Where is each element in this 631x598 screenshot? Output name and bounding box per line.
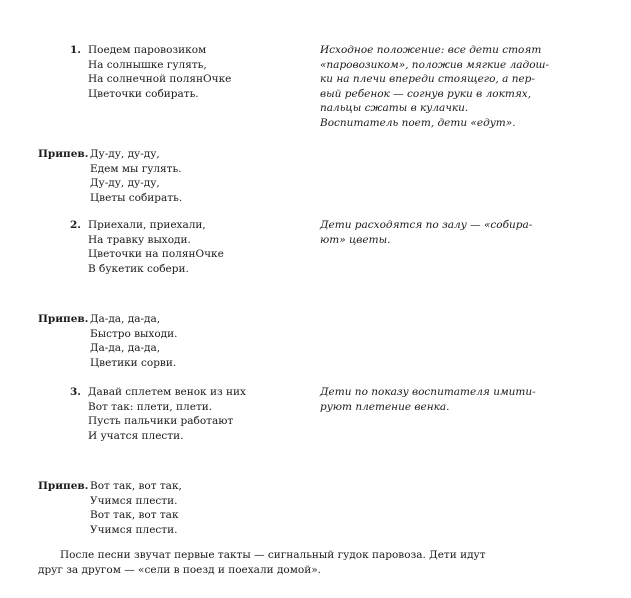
verse-1 (70, 43, 231, 101)
verse-number: 1. (70, 44, 81, 56)
verse-lines (88, 385, 246, 443)
note-line: Воспитатель поет, дети «едут». (320, 116, 516, 129)
chorus-line: Ду-ду, ду-ду, (90, 148, 160, 160)
verse-2-note (320, 218, 566, 247)
note-line: ки на плечи впереди стоящего, а пер- (320, 73, 535, 86)
verse-1-note (320, 43, 566, 131)
paragraph-line: После песни звучат первые такты — сигнальный гудок паровоза. Дети идут (60, 549, 486, 561)
chorus-lines (90, 147, 182, 205)
chorus-label: Припев. (38, 313, 89, 325)
chorus-line: Учимся плести. (90, 494, 178, 507)
chorus-line: Быстро выходи. (90, 327, 178, 340)
verse-line: И учатся плести. (88, 429, 184, 442)
verse-line: На травку выходи. (88, 233, 191, 246)
chorus-lines (90, 312, 177, 370)
verse-line: Цветочки на полянОчке (88, 248, 224, 261)
chorus-line: Да-да, да-да, (90, 313, 161, 325)
note-line: пальцы сжаты в кулачки. (320, 102, 469, 115)
note-line: ют» цветы. (320, 233, 391, 246)
chorus-line: Едем мы гулять. (90, 162, 182, 175)
verse-line: Давай сплетем венок из них (88, 386, 246, 398)
chorus-line: Учимся плести. (90, 523, 178, 536)
verse-number: 3. (70, 386, 81, 398)
note-line: руют плетение венка. (320, 400, 450, 413)
verse-line: Вот так: плети, плети. (88, 400, 213, 413)
chorus-line: Да-да, да-да, (90, 342, 161, 355)
verse-line: На солнечной полянОчке (88, 73, 232, 86)
verse-line: Цветочки собирать. (88, 87, 199, 100)
note-line: Дети по показу воспитателя имити- (320, 386, 536, 398)
paragraph-line: друг за другом — «сели в поезд и поехали домой». (38, 563, 321, 576)
verse-line: На солнышке гулять, (88, 58, 207, 71)
verse-lines (88, 43, 231, 101)
verse-line: Пусть пальчики работают (88, 415, 234, 428)
note-line: «паровозиком», положив мягкие ладош- (320, 58, 550, 71)
chorus-line: Вот так, вот так (90, 509, 179, 522)
note-line: вый ребенок — согнув руки в локтях, (320, 87, 532, 100)
chorus-label: Припев. (38, 148, 89, 160)
chorus-1 (38, 147, 182, 205)
verse-3 (70, 385, 246, 443)
verse-line: Приехали, приехали, (88, 219, 206, 231)
chorus-line: Цветы собирать. (90, 191, 183, 204)
verse-3-note (320, 385, 566, 414)
chorus-line: Цветики сорви. (90, 356, 177, 369)
note-line: Исходное положение: все дети стоят (320, 44, 542, 56)
chorus-lines (90, 479, 182, 537)
chorus-3 (38, 479, 182, 537)
chorus-label: Припев. (38, 480, 89, 492)
chorus-line: Ду-ду, ду-ду, (90, 177, 160, 190)
verse-line: В букетик собери. (88, 262, 189, 275)
chorus-line: Вот так, вот так, (90, 480, 182, 492)
verse-line: Поедем паровозиком (88, 44, 207, 56)
chorus-2 (38, 312, 177, 370)
verse-2 (70, 218, 224, 276)
verse-lines (88, 218, 224, 276)
note-line: Дети расходятся по залу — «собира- (320, 219, 533, 231)
closing-paragraph (38, 548, 578, 577)
verse-number: 2. (70, 219, 81, 231)
